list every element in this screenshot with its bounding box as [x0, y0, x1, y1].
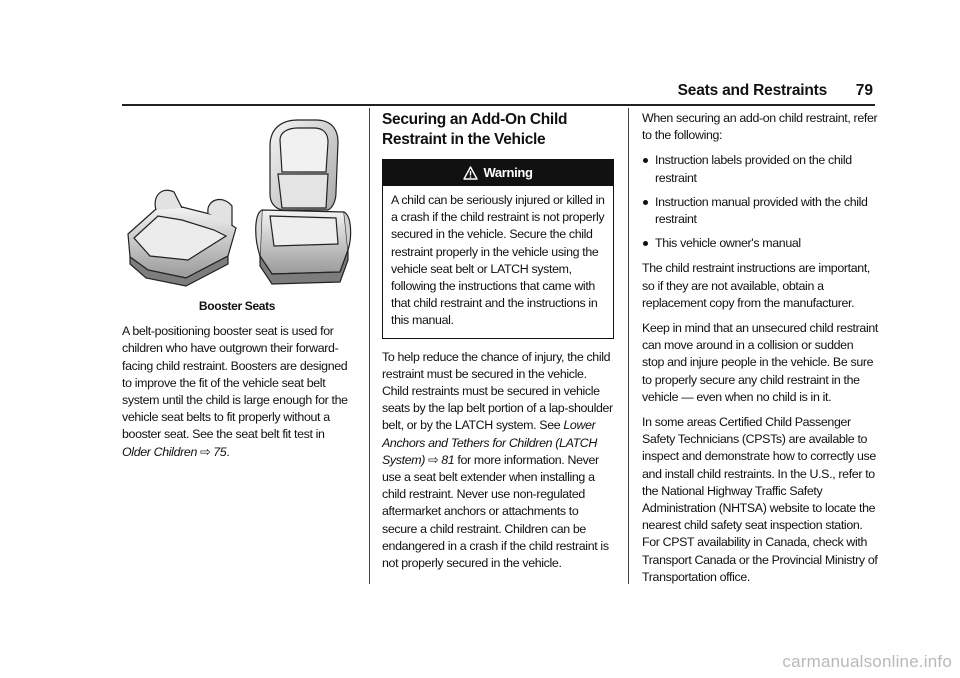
section-title: Seats and Restraints: [677, 82, 827, 99]
unsecured-paragraph: Keep in mind that an unsecured child restraint can move around in a collision or sudden stop and injure people in the vehicle. Be sure to properly secure any child restraint in the vehicle — even when no child is in it.: [642, 321, 878, 404]
list-item: Instruction manual provided with the child restraint: [642, 194, 878, 228]
section-heading: Securing an Add-On Child Restraint in the Vehicle: [382, 111, 568, 148]
column-2: [382, 110, 614, 580]
warning-title: Warning: [483, 165, 533, 181]
page-header: [122, 82, 875, 106]
column-divider-1: [369, 108, 370, 584]
xref-arrow-icon: ⇨: [200, 444, 211, 459]
high-back-booster-seat: [256, 120, 351, 284]
column-1: [122, 110, 352, 469]
figure-caption: Booster Seats: [198, 299, 276, 313]
xref-arrow-icon: ⇨: [428, 452, 439, 467]
warning-box: [382, 159, 614, 339]
page-number: 79: [855, 82, 873, 99]
latch-link[interactable]: Lower Anchors and Tethers for Children (LATCH System): [382, 418, 597, 467]
warning-header: [383, 160, 613, 186]
column-3: [642, 110, 878, 594]
watermark: carmanualsonline.info: [782, 652, 952, 671]
older-children-page-ref[interactable]: 75: [213, 444, 227, 459]
latch-page-ref[interactable]: 81: [441, 452, 455, 467]
list-item: Instruction labels provided on the child restraint: [642, 152, 878, 186]
warning-triangle-icon: [463, 166, 478, 180]
securing-paragraph: [382, 349, 614, 573]
booster-seats-illustration: [122, 110, 352, 295]
securing-text: To help reduce the chance of injury, the child restraint must be secured in the vehicle. Child restraints must be secured in vehicle seats by the lap belt portion of a lap-shoulder belt, or by the LATCH system. See: [382, 349, 613, 433]
cpst-paragraph: In some areas Certified Child Passenger Safety Technicians (CPSTs) are available to inspect and demonstrate how to correctly use and install child restraints. In the U.S., refer to the National Highway Traffic Safety Administration (NHTSA) website to locate the nearest child safety seat inspection station. For CPST availability in Canada, check with Transport Canada or the Provincial Ministry of Transportation office.: [642, 415, 878, 584]
warning-text: A child can be seriously injured or killed in a crash if the child restraint is not properly secured in the vehicle. Secure the child restraint properly in the vehicle using the vehicle seat belt or LATCH system, following the instructions that came with that child restraint and the instructions in this manual.: [391, 193, 605, 328]
securing-text-b: for more information. Never use a seat belt extender when installing a child restraint. Never use non-regulated aftermarket anchors or attachments to secure a child restraint. Children can be endangered in a crash if the child restraint is not properly secured in the vehicle.: [382, 452, 609, 571]
list-item: This vehicle owner's manual: [642, 235, 878, 252]
intro-text: When securing an add-on child restraint, refer to the following:: [642, 111, 878, 143]
backless-booster-seat: [128, 190, 236, 286]
reference-list: [642, 152, 878, 252]
instructions-paragraph: The child restraint instructions are important, so if they are not available, obtain a replacement copy from the manufacturer.: [642, 261, 871, 310]
older-children-link[interactable]: Older Children: [122, 444, 197, 459]
booster-text: A belt-positioning booster seat is used for children who have outgrown their forward-facing child restraint. Boosters are designed to improve the fit of the vehicle seat belt system until the child is large enough for the vehicle seat belts to fit properly without a booster seat. See the seat belt fit test in: [122, 324, 348, 442]
booster-seats-figure: [122, 110, 352, 298]
booster-paragraph: [122, 323, 352, 461]
column-divider-2: [628, 108, 629, 584]
booster-text-end: .: [226, 444, 230, 459]
